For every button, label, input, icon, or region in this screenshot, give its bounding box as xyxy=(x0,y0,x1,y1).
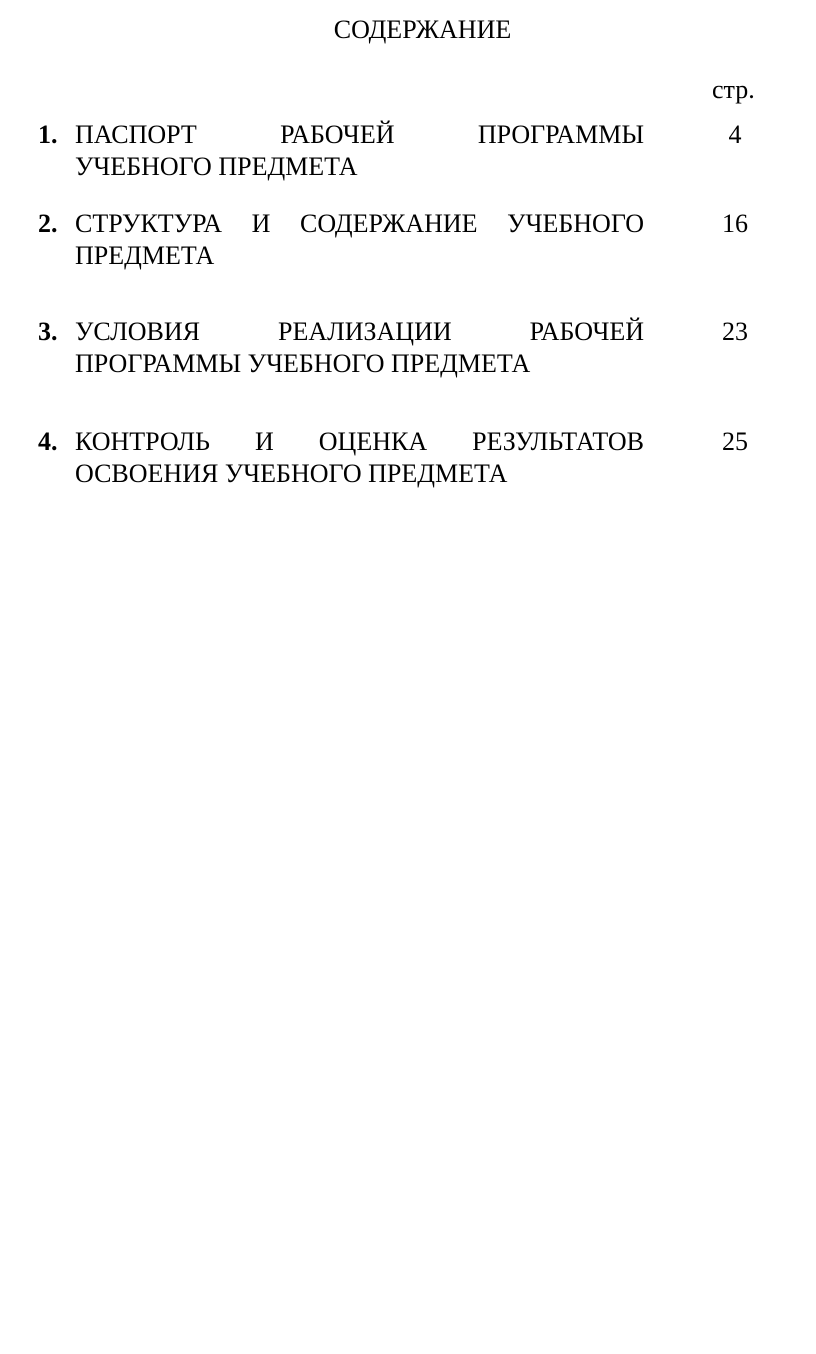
toc-entry-2[interactable] xyxy=(0,208,816,278)
toc-entry-title xyxy=(75,119,644,183)
toc-entry-number: 4. xyxy=(38,427,58,456)
toc-entry-title-line2: УЧЕБНОГО ПРЕДМЕТА xyxy=(75,152,358,181)
toc-entry-number: 3. xyxy=(38,317,58,346)
toc-entry-title-line2: ПРОГРАММЫ УЧЕБНОГО ПРЕДМЕТА xyxy=(75,349,531,378)
toc-entry-page: 16 xyxy=(722,209,748,238)
page-title: СОДЕРЖАНИЕ xyxy=(333,15,512,44)
toc-entry-number: 1. xyxy=(38,120,58,149)
toc-entry-title xyxy=(75,426,644,490)
toc-entry-1[interactable] xyxy=(0,119,816,189)
toc-entry-page: 23 xyxy=(722,317,748,346)
toc-entry-title-line1: КОНТРОЛЬ И ОЦЕНКА РЕЗУЛЬТАТОВ xyxy=(75,427,644,456)
toc-entry-title-line1: ПАСПОРТ РАБОЧЕЙ ПРОГРАММЫ xyxy=(75,120,644,149)
toc-entry-title-line1: УСЛОВИЯ РЕАЛИЗАЦИИ РАБОЧЕЙ xyxy=(75,317,644,346)
toc-entry-title xyxy=(75,316,644,380)
toc-entry-title-line2: ОСВОЕНИЯ УЧЕБНОГО ПРЕДМЕТА xyxy=(75,459,508,488)
toc-entry-title xyxy=(75,208,644,272)
toc-entry-title-line1: СТРУКТУРА И СОДЕРЖАНИЕ УЧЕБНОГО xyxy=(75,209,644,238)
toc-entry-4[interactable] xyxy=(0,426,816,496)
page-column-label: стр. xyxy=(712,75,755,104)
toc-entry-title-line2: ПРЕДМЕТА xyxy=(75,241,215,270)
toc-entry-page: 25 xyxy=(722,427,748,456)
toc-entry-page: 4 xyxy=(728,120,742,149)
toc-entry-3[interactable] xyxy=(0,316,816,386)
toc-entry-number: 2. xyxy=(38,209,58,238)
